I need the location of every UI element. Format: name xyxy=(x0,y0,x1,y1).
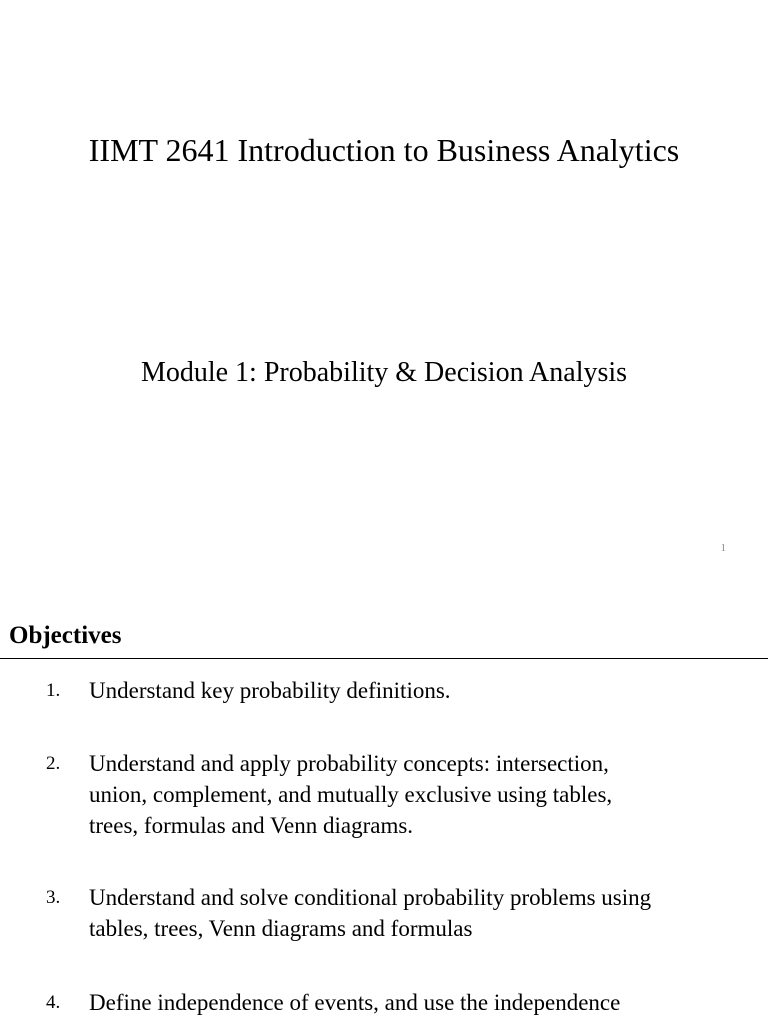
objective-number: 4. xyxy=(46,992,61,1013)
objective-number: 3. xyxy=(46,887,61,908)
page-number: 1 xyxy=(720,542,726,554)
objective-number: 2. xyxy=(46,753,61,774)
module-title: Module 1: Probability & Decision Analysis xyxy=(140,357,628,388)
objective-line: union, complement, and mutually exclusive using tables, xyxy=(89,782,613,807)
slide-objectives xyxy=(0,590,768,1024)
objective-line: Define independence of events, and use the independence xyxy=(89,990,621,1015)
objective-number: 1. xyxy=(46,680,61,701)
objective-line: Understand key probability definitions. xyxy=(89,678,451,703)
objective-text xyxy=(89,675,729,706)
objective-text xyxy=(89,987,729,1018)
objective-line: tables, trees, Venn diagrams and formulas xyxy=(89,916,473,941)
objective-line: Understand and solve conditional probability problems using xyxy=(89,885,652,910)
objective-text xyxy=(89,882,729,944)
objective-text xyxy=(89,748,729,841)
objective-line: trees, formulas and Venn diagrams. xyxy=(89,813,414,838)
heading-divider xyxy=(0,658,768,659)
course-title: IIMT 2641 Introduction to Business Analytics xyxy=(88,132,680,168)
objective-line: Understand and apply probability concepts: intersection, xyxy=(89,751,609,776)
objectives-heading: Objectives xyxy=(9,622,122,649)
